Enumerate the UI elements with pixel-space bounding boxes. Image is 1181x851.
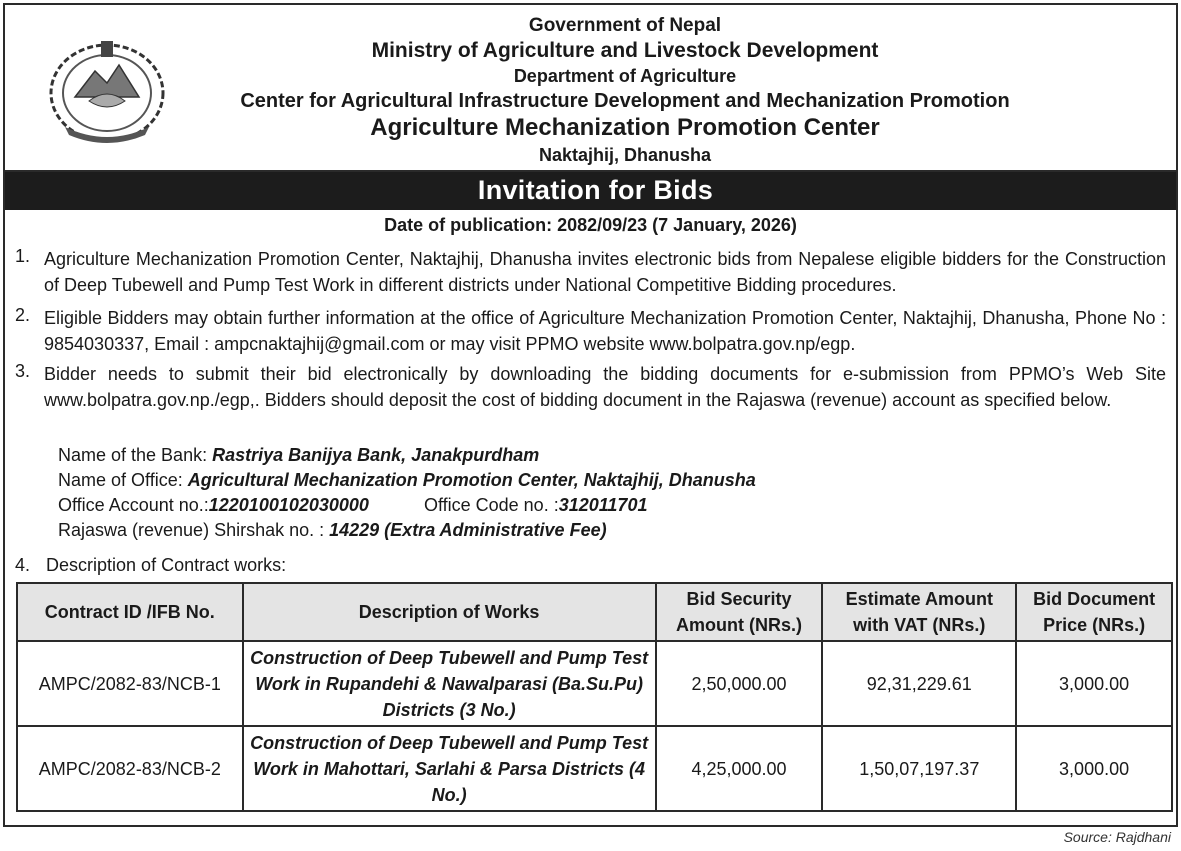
account-line bbox=[58, 493, 647, 518]
cell-description: Construction of Deep Tubewell and Pump Test Work in Rupandehi & Nawalparasi (Ba.Su.Pu) Districts (3 No.) bbox=[243, 641, 656, 726]
paragraph-1: Agriculture Mechanization Promotion Center, Naktajhij, Dhanusha invites electronic bids from Nepalese eligible bidders for the Construction of Deep Tubewell and Pump Test Work in different districts under National Competitive Bidding procedures. bbox=[44, 249, 1166, 295]
office-name-label: Name of Office: bbox=[58, 470, 188, 490]
source-credit: Source: Rajdhani bbox=[1063, 829, 1171, 845]
location-line: Naktajhij, Dhanusha bbox=[538, 145, 712, 165]
cell-estimate: 1,50,07,197.37 bbox=[822, 726, 1016, 811]
bank-name-line bbox=[58, 443, 539, 468]
paragraph-number: 1. bbox=[15, 246, 31, 266]
header-description: Description of Works bbox=[243, 583, 656, 641]
notice-header bbox=[5, 5, 1176, 172]
shirshak-line bbox=[58, 518, 607, 543]
table-row bbox=[17, 726, 1172, 811]
cell-doc-price: 3,000.00 bbox=[1016, 641, 1172, 726]
table-row bbox=[17, 641, 1172, 726]
contract-intro bbox=[15, 555, 286, 576]
table-header-row bbox=[17, 583, 1172, 641]
title-banner bbox=[5, 172, 1176, 210]
cell-bid-security: 4,25,000.00 bbox=[656, 726, 823, 811]
office-name-value: Agricultural Mechanization Promotion Center, Naktajhij, Dhanusha bbox=[187, 470, 756, 490]
office-code-label: Office Code no. : bbox=[423, 495, 559, 515]
ministry-line: Ministry of Agriculture and Livestock Development bbox=[371, 39, 879, 62]
cell-description: Construction of Deep Tubewell and Pump Test Work in Mahottari, Sarlahi & Parsa Districts (4 No.) bbox=[243, 726, 656, 811]
cell-estimate: 92,31,229.61 bbox=[822, 641, 1016, 726]
publication-date: Date of publication: 2082/09/23 (7 January, 2026) bbox=[384, 215, 797, 235]
header-contract-id: Contract ID /IFB No. bbox=[17, 583, 243, 641]
paragraph-number: 4. bbox=[15, 555, 31, 575]
office-title: Agriculture Mechanization Promotion Center bbox=[370, 114, 880, 141]
paragraph-number: 2. bbox=[15, 305, 31, 325]
bank-name-value: Rastriya Banijya Bank, Janakpurdham bbox=[212, 445, 540, 465]
cell-contract-id: AMPC/2082-83/NCB-2 bbox=[17, 726, 243, 811]
notice-title: Invitation for Bids bbox=[477, 175, 714, 205]
paragraph-3: Bidder needs to submit their bid electronically by downloading the bidding documents for e-submission from PPMO’s Web Site www.bolpatra.gov.np./egp,. Bidders should deposit the cost of bidding document in the Rajaswa (revenue) account as specified below. bbox=[44, 364, 1166, 410]
shirshak-label: Rajaswa (revenue) Shirshak no. : bbox=[58, 520, 330, 540]
header-estimate: Estimate Amount with VAT (NRs.) bbox=[822, 583, 1016, 641]
paragraph-number: 3. bbox=[15, 361, 31, 381]
government-line: Government of Nepal bbox=[528, 15, 722, 36]
contract-table bbox=[16, 582, 1173, 812]
cell-doc-price: 3,000.00 bbox=[1016, 726, 1172, 811]
header-bid-security: Bid Security Amount (NRs.) bbox=[656, 583, 823, 641]
cell-bid-security: 2,50,000.00 bbox=[656, 641, 823, 726]
cell-contract-id: AMPC/2082-83/NCB-1 bbox=[17, 641, 243, 726]
shirshak-value: 14229 (Extra Administrative Fee) bbox=[329, 520, 607, 540]
bank-name-label: Name of the Bank: bbox=[58, 445, 213, 465]
center-line: Center for Agricultural Infrastructure Development and Mechanization Promotion bbox=[240, 90, 1010, 112]
department-line: Department of Agriculture bbox=[513, 66, 737, 86]
office-code-value: 312011701 bbox=[558, 495, 648, 515]
office-name-line bbox=[58, 468, 756, 493]
paragraph-2: Eligible Bidders may obtain further information at the office of Agriculture Mechanization Promotion Center, Naktajhij, Dhanusha, Phone No : 9854030337, Email : ampcnaktajhij@gmail.com or may visit PPMO website www.bolpatra.gov.np/egp. bbox=[44, 308, 1166, 354]
account-value: 1220100102030000 bbox=[208, 495, 369, 515]
account-label: Office Account no.: bbox=[58, 495, 209, 515]
contract-intro-text: Description of Contract works: bbox=[46, 555, 287, 575]
header-doc-price: Bid Document Price (NRs.) bbox=[1016, 583, 1172, 641]
